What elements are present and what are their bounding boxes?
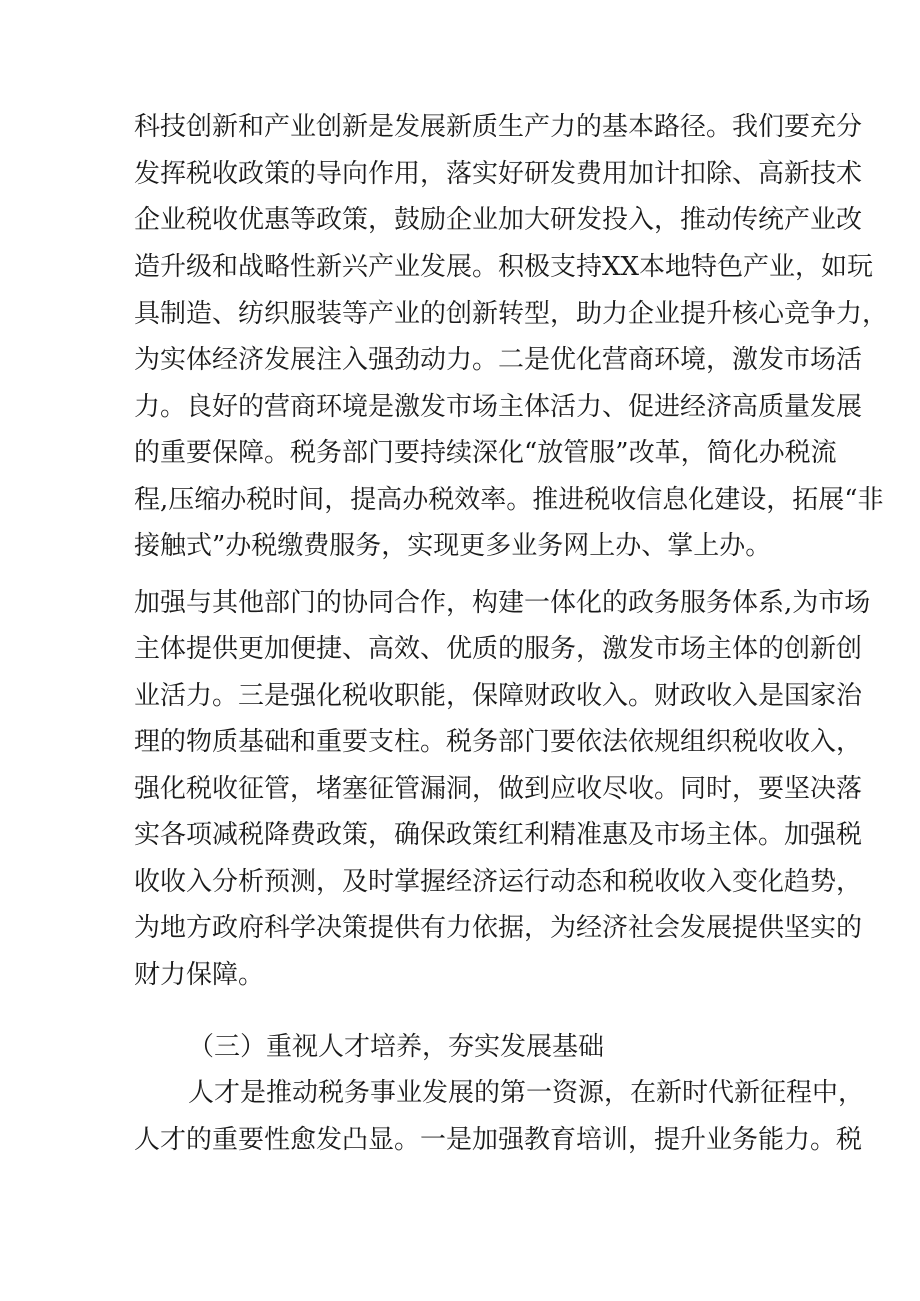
- paragraph-line: 企业税收优惠等政策，鼓励企业加大研发投入，推动传统产业改: [134, 205, 863, 235]
- paragraph-line: 人才的重要性愈发凸显。一是加强教育培训，提升业务能力。税: [134, 1125, 863, 1155]
- paragraph-line: 为地方政府科学决策提供有力依据，为经济社会发展提供坚实的: [134, 913, 863, 943]
- paragraph-line: 加强与其他部门的协同合作，构建一体化的政务服务体系,为市场: [134, 588, 871, 618]
- paragraph-line: 实各项减税降费政策，确保政策红利精准惠及市场主体。加强税: [134, 820, 863, 850]
- section-heading: （三）重视人才培养，夯实发展基础: [188, 1032, 605, 1062]
- paragraph-line: 业活力。三是强化税收职能，保障财政收入。财政收入是国家治: [134, 681, 863, 711]
- paragraph-line: 为实体经济发展注入强劲动力。二是优化营商环境，激发市场活: [134, 345, 863, 375]
- paragraph-line: 发挥税收政策的导向作用，落实好研发费用加计扣除、高新技术: [134, 159, 863, 189]
- paragraph-line: 力。良好的营商环境是激发市场主体活力、促进经济高质量发展: [134, 392, 863, 422]
- paragraph-line: 科技创新和产业创新是发展新质生产力的基本路径。我们要充分: [134, 112, 863, 142]
- paragraph-line: 程,压缩办税时间，提高办税效率。推进税收信息化建设，拓展“非: [134, 485, 884, 515]
- paragraph-line: 理的物质基础和重要支柱。税务部门要依法依规组织税收收入，: [134, 727, 863, 757]
- paragraph-line: 造升级和战略性新兴产业发展。积极支持XX本地特色产业，如玩: [134, 252, 874, 282]
- paragraph-line: 主体提供更加便捷、高效、优质的服务，激发市场主体的创新创: [134, 634, 863, 664]
- paragraph-line: 人才是推动税务事业发展的第一资源，在新时代新征程中，: [188, 1078, 865, 1108]
- paragraph-line: 的重要保障。税务部门要持续深化“放管服”改革，简化办税流: [134, 438, 837, 468]
- paragraph-line: 财力保障。: [134, 960, 265, 990]
- paragraph-line: 收收入分析预测，及时掌握经济运行动态和税收收入变化趋势，: [134, 867, 863, 897]
- paragraph-line: 具制造、纺织服装等产业的创新转型，助力企业提升核心竞争力，: [134, 299, 889, 329]
- paragraph-line: 强化税收征管，堵塞征管漏洞，做到应收尽收。同时，要坚决落: [134, 774, 863, 804]
- paragraph-line: 接触式”办税缴费服务，实现更多业务网上办、掌上办。: [134, 531, 772, 561]
